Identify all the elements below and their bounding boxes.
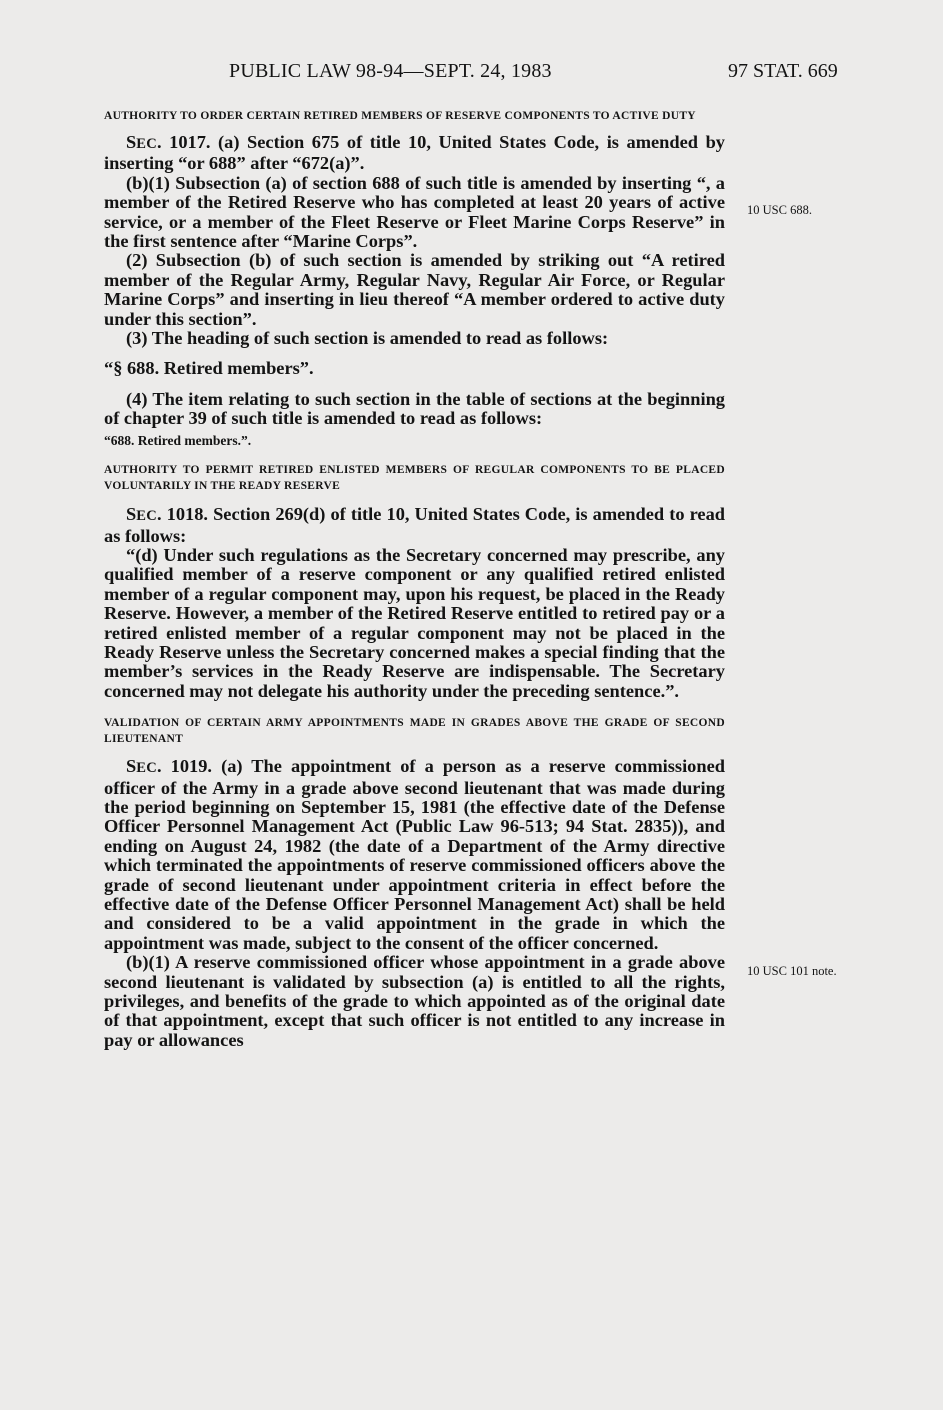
table-of-sections-item: “688. Retired members.”. — [104, 432, 252, 448]
sec-label-s: S — [126, 504, 137, 525]
section-1017-para-a — [104, 133, 725, 174]
section-1017-para-b3: (3) The heading of such section is amended to read as follows: — [126, 328, 609, 349]
sec-label-ec: EC — [136, 136, 157, 152]
margin-note-10-usc-101: 10 USC 101 note. — [747, 964, 837, 978]
section-1018-para-main-text: . 1018. Section 269(d) of title 10, United States Code, is amended to read as follows: — [104, 504, 725, 546]
section-1018-para-main — [104, 505, 725, 546]
section-1019-para-a — [104, 757, 725, 953]
document-body — [104, 108, 725, 1050]
section-1019-para-a-text: . 1019. (a) The appointment of a person as a reserve commissioned officer of the Army in a grade above second lieutenant that was made during the period beginning on September 15, 1981 (the effective date of the Defense Officer Personnel Management Act (Public Law 96-513; 94 Stat. 2835)), and ending on August 24, 1982 (the date of a Department of the Army directive which terminated the appointments of reserve commissioned officers above the grade of second lieutenant under appointment criteria in effect before the effective date of the Defense Officer Personnel Management Act) shall be held and considered to be a valid appointment in the grade in which the appointment was made, subject to the consent of the officer concerned. — [104, 756, 725, 953]
sec-label-s: S — [126, 132, 137, 152]
section-1019-heading: VALIDATION OF CERTAIN ARMY APPOINTMENTS MADE IN GRADES ABOVE THE GRADE OF SECOND LIEUTENANT — [104, 717, 725, 746]
section-1018-para-d: “(d) Under such regulations as the Secretary concerned may prescribe, any qualified member of a reserve component or any qualified retired enlisted member of a regular component may, upon his request, be placed in the Ready Reserve. However, a member of the Retired Reserve entitled to retired pay or a retired enlisted member of a regular component may not be placed in the Ready Reserve unless the Secretary concerned makes a special finding that the member’s services in the Ready Reserve are indispensable. The Secretary concerned may not delegate his authority under the preceding sentence.”. — [104, 544, 725, 701]
section-1017-heading: AUTHORITY TO ORDER CERTAIN RETIRED MEMBERS OF RESERVE COMPONENTS TO ACTIVE DUTY — [104, 110, 696, 122]
sec-label-s: S — [126, 756, 137, 777]
section-1019-para-b1: (b)(1) A reserve commissioned officer whose appointment in a grade above second lieutenant is validated by subsection (a) is entitled to all the rights, privileges, and benefits of the grade to which appointed as of the original date of that appointment, except that such officer is not entitled to any increase in pay or allowances — [104, 952, 725, 1050]
section-1018-heading: AUTHORITY TO PERMIT RETIRED ENLISTED MEMBERS OF REGULAR COMPONENTS TO BE PLACED VOLUNTARILY IN THE READY RESERVE — [104, 464, 725, 493]
sec-label-ec: EC — [136, 760, 157, 777]
retired-members-heading: “§ 688. Retired members”. — [104, 358, 314, 379]
section-1017-para-a-text: . 1017. (a) Section 675 of title 10, United States Code, is amended by inserting “or 688” after “672(a)”. — [104, 132, 725, 174]
page-header-title: PUBLIC LAW 98-94—SEPT. 24, 1983 — [229, 60, 552, 82]
sec-label-ec: EC — [136, 508, 157, 525]
section-1017-para-b2: (2) Subsection (b) of such section is amended by striking out “A retired member of the Regular Army, Regular Navy, Regular Air Force, or Regular Marine Corps” and inserting in lieu thereof “A member ordered to active duty under this section”. — [104, 250, 725, 329]
page-header-stat: 97 STAT. 669 — [728, 60, 838, 82]
section-1017-para-b4: (4) The item relating to such section in the table of sections at the beginning of chapter 39 of such title is amended to read as follows: — [104, 388, 725, 429]
margin-note-10-usc-688: 10 USC 688. — [747, 203, 812, 217]
section-1017-para-b1: (b)(1) Subsection (a) of section 688 of such title is amended by inserting “, a member of the Retired Reserve who has completed at least 20 years of active service, or a member of the Fleet Reserve or Fleet Marine Corps Reserve” in the first sentence after “Marine Corps”. — [104, 172, 725, 252]
